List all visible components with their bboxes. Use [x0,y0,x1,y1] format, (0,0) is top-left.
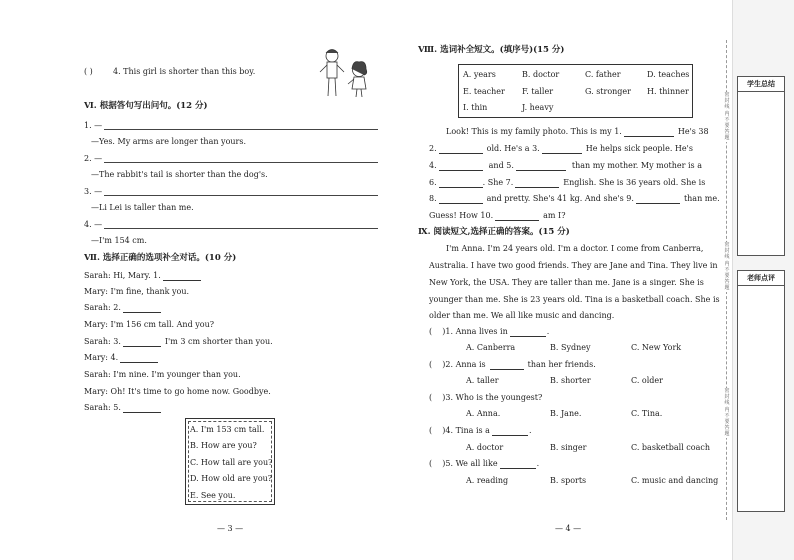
seal-text-2: 密封线内不要答题 [724,242,730,292]
s6-item-1-num: 1. — [84,121,103,130]
s8-line-4-c: English. She is 36 years old. She is [563,178,706,187]
s6-item-1-answer: —Yes. My arms are longer than yours. [91,137,247,146]
s9-q1-text: 1. Anna lives in [445,327,508,336]
s8-line-5-b: and pretty. She's 41 kg. And she's 9. [486,194,634,203]
s6-item-2-blank[interactable] [104,162,378,163]
section-9-title: Ⅸ. 阅读短文,选择正确的答案。(15 分) [418,227,570,237]
s8-blank-4[interactable] [439,162,483,171]
s6-item-4-answer: —I'm 154 cm. [91,236,147,245]
dialog-line-1 [84,271,201,281]
s6-item-2-answer: —The rabbit's tail is shorter than the dog's. [91,170,268,179]
answer-option-b: B. How are you? [190,441,257,450]
s8-line-6-b: am I? [543,211,566,220]
teacher-comment-box[interactable] [737,270,785,512]
s8-line-6-a: Guess! How 10. [429,211,494,220]
s8-line-5-a: 8. [429,194,437,203]
word-j: J. heavy [522,103,554,112]
s8-blank-6[interactable] [439,179,483,188]
s8-line-1-a: Look! This is my family photo. This is my 1. [446,127,622,136]
s6-item-3-num: 3. — [84,187,103,196]
s9-q5-text: 5. We all like [445,459,498,468]
s9-q1-opt-c[interactable]: C. New York [631,343,682,352]
q4-paren: ( ) [84,67,93,76]
s9-q3-opt-c[interactable]: C. Tina. [631,409,663,418]
s9-q1-paren[interactable]: ( ) [429,327,446,336]
s9-q2-text: 2. Anna is [445,360,486,369]
s9-q4-text: 4. Tina is a [445,426,490,435]
s9-q3-opt-a[interactable]: A. Anna. [466,409,501,418]
section-6-title: Ⅵ. 根据答句写出问句。(12 分) [84,101,208,111]
word-e: E. teacher [463,87,505,96]
s8-line-4 [429,178,705,188]
s9-q3-paren[interactable]: ( ) [429,393,446,402]
s9-passage-line-3: New York, the USA. They are taller than me. Jane is a singer. She is [429,278,704,287]
dialog-line-4: Mary: I'm 156 cm tall. And you? [84,320,215,329]
s8-blank-9[interactable] [636,195,680,204]
s9-q5 [429,459,539,469]
s8-blank-2[interactable] [439,145,483,154]
s9-passage-line-2: Australia. I have two good friends. They are Jane and Tina. They live in [429,261,718,270]
s8-line-2 [429,144,693,154]
seal-text-1: 密封线内不要答题 [724,92,730,142]
dialog-line-9 [84,403,161,413]
s8-line-4-a: 6. [429,178,437,187]
s8-blank-3[interactable] [542,145,582,154]
s9-passage-line-5: older than me. We all like music and dancing. [429,311,615,320]
s8-blank-1[interactable] [624,128,674,137]
word-c: C. father [585,70,621,79]
s9-q1-opt-b[interactable]: B. Sydney [550,343,591,352]
dialog-line-3-text: Sarah: 2. [84,303,121,312]
s9-q5-opt-a[interactable]: A. reading [466,476,509,485]
student-summary-title: 学生总结 [738,77,784,92]
children-illustration [318,44,378,100]
s8-line-2-a: 2. [429,144,437,153]
dialog-blank-2[interactable] [123,304,161,313]
answer-option-e: E. See you. [190,491,236,500]
dialog-line-1-text: Sarah: Hi, Mary. 1. [84,271,161,280]
dialog-line-6 [84,353,158,363]
s9-q4-paren[interactable]: ( ) [429,426,446,435]
s9-q5-blank [500,460,536,469]
s8-line-3-c: than my mother. My mother is a [571,161,702,170]
s9-q1-tail: . [546,327,550,336]
s6-item-1-blank[interactable] [104,129,378,130]
section-7-title: Ⅶ. 选择正确的选项补全对话。(10 分) [84,253,237,263]
dialog-blank-1[interactable] [163,272,201,281]
s8-line-2-b: old. He's a 3. [486,144,540,153]
s8-line-3-a: 4. [429,161,437,170]
s9-q2-opt-c[interactable]: C. older [631,376,663,385]
word-h: H. thinner [647,87,689,96]
dialog-blank-3[interactable] [123,338,161,347]
s9-q4-blank [492,427,528,436]
page-number-3: — 3 — [217,524,244,533]
page-number-4: — 4 — [555,524,582,533]
s9-q2-opt-b[interactable]: B. shorter [550,376,591,385]
answer-option-a: A. I'm 153 cm tall. [190,425,265,434]
s9-passage-line-4: younger than me. She is 23 years old. Tina is a basketball coach. She is [429,295,720,304]
s6-item-4-blank[interactable] [104,228,378,229]
dialog-line-8: Mary: Oh! It's time to go home now. Goodbye. [84,387,271,396]
s8-line-6 [429,211,566,221]
s9-passage-line-1: I'm Anna. I'm 24 years old. I'm a doctor. I come from Canberra, [446,244,704,253]
dialog-blank-4[interactable] [120,354,158,363]
teacher-comment-title: 老师点评 [738,271,784,286]
student-summary-box[interactable] [737,76,785,256]
s6-item-3-answer: —Li Lei is taller than me. [91,203,194,212]
s8-line-2-c: He helps sick people. He's [585,144,693,153]
s8-blank-5[interactable] [516,162,566,171]
s8-line-5 [429,194,720,204]
s9-q2-blank [490,361,524,370]
answer-option-c: C. How tall are you? [190,458,273,467]
dialog-line-9-text: Sarah: 5. [84,403,121,412]
s8-blank-10[interactable] [495,212,539,221]
dialog-blank-5[interactable] [123,404,161,413]
s9-q4-tail: . [528,426,532,435]
dialog-line-5-post: I'm 3 cm shorter than you. [164,337,273,346]
s9-q5-opt-c[interactable]: C. music and dancing [631,476,719,485]
section-8-title: Ⅷ. 选词补全短文。(填序号)(15 分) [418,45,565,55]
s9-q2-tail: than her friends. [527,360,596,369]
s9-q4-opt-b[interactable]: B. singer [550,443,587,452]
s8-line-3-b: and 5. [488,161,514,170]
dialog-line-2: Mary: I'm fine, thank you. [84,287,190,296]
s8-blank-7[interactable] [515,179,559,188]
seal-text-3: 密封线内不要答题 [724,388,730,438]
q4-text: 4. This girl is shorter than this boy. [113,67,256,76]
s6-item-4-num: 4. — [84,220,103,229]
s9-q5-paren[interactable]: ( ) [429,459,446,468]
dialog-line-5 [84,337,273,347]
s9-q1 [429,327,549,337]
s9-q4 [429,426,531,436]
word-a: A. years [463,70,496,79]
s9-q3 [429,393,542,403]
s9-q2-paren[interactable]: ( ) [429,360,446,369]
s9-q3-text: 3. Who is the youngest? [445,393,543,402]
s8-blank-8[interactable] [439,195,483,204]
s9-q1-blank [510,328,546,337]
s9-q5-opt-b[interactable]: B. sports [550,476,587,485]
word-g: G. stronger [585,87,631,96]
word-d: D. teaches [647,70,690,79]
word-f: F. taller [522,87,554,96]
s9-q5-tail: . [536,459,540,468]
s9-q2-opt-a[interactable]: A. taller [466,376,499,385]
s9-q2 [429,360,596,370]
s9-q4-opt-c[interactable]: C. basketball coach [631,443,710,452]
s8-line-1-b: He's 38 [677,127,709,136]
dialog-line-3 [84,303,161,313]
s8-line-1 [446,127,709,137]
dialog-line-5-text: Sarah: 3. [84,337,121,346]
s9-q3-opt-b[interactable]: B. Jane. [550,409,582,418]
dialog-line-6-text: Mary: 4. [84,353,119,362]
s8-line-3 [429,161,702,171]
s6-item-2-num: 2. — [84,154,103,163]
s9-q4-opt-a[interactable]: A. doctor [466,443,504,452]
s8-line-4-b: . She 7. [482,178,514,187]
word-i: I. thin [463,103,488,112]
word-b: B. doctor [522,70,560,79]
s6-item-3-blank[interactable] [104,195,378,196]
answer-option-d: D. How old are you? [190,474,273,483]
s9-q1-opt-a[interactable]: A. Canberra [466,343,516,352]
dialog-line-7: Sarah: I'm nine. I'm younger than you. [84,370,241,379]
s8-line-5-c: than me. [683,194,720,203]
